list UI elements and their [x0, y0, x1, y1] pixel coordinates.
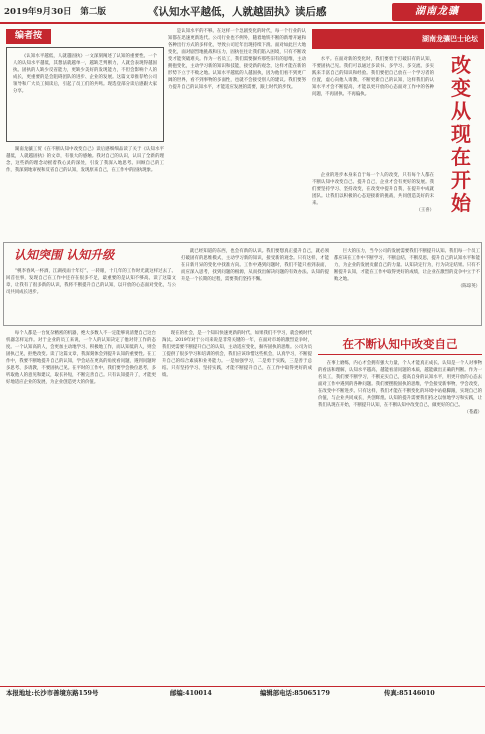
lower-column-1 — [6, 330, 156, 676]
author-signature: （陈琼英） — [458, 284, 480, 290]
middle-section-title: 认知突围 认知升级 — [14, 248, 115, 262]
header-headline: 《认知水平越低，人就越固执》读后感 — [148, 6, 327, 18]
lower-column-3 — [318, 360, 482, 676]
middle-column-2-text: 就已经知道的东西，也会有新的认识。我们要想真正提升自己，就必须打破固有的思维模式，主动学习新的知识，接受新的观念。只有这样，才能在日新月异的变化中找准方向。工作中遇到问题时，我们不能只看到表面，而应深入思考，找到问题的根源，从而找出解决问题的有效办法。认知的提升是一个长期的过程，需要我们坚持不懈。 — [181, 249, 329, 283]
editor-note-box — [6, 47, 164, 142]
brand-logo: 湖南龙骧 — [392, 3, 482, 21]
footer-address: 本报地址:长沙市善境东路159号 — [6, 689, 99, 697]
article-column-1 — [6, 146, 164, 240]
author-signature: （苍鑫） — [464, 410, 482, 416]
date-issue: 2019年9月30日 第二版 — [4, 7, 107, 17]
vertical-title-char: 始 — [451, 191, 471, 215]
vertical-title-char: 开 — [451, 168, 471, 192]
lower-section-title: 在不断认知中改变自己 — [318, 333, 482, 355]
lower-column-2 — [162, 330, 312, 676]
article-column-1-text: 湖南龙骧工贸《在不断认知中改变自己》读后感细细品读了关于《认知水平越低，人就越固执》的文章，有很大的感触。我对自己的认识，认识了全新的理念，这些新的理念动摇着我心灵的深处，引发了我深入地思考。回顾自己的工作，我深刻地审视和反省自己的认知，发现原来自己，在工作中的固执现象。 — [6, 147, 164, 174]
vertical-title-char: 在 — [451, 145, 471, 169]
footer-fax: 传真:85146010 — [384, 689, 435, 697]
editor-note-tag: 编者按 — [6, 29, 51, 44]
editor-note-text: 《认知水平越低，人就越固执》一文深刻阐述了认知的重要性。一个人的认知水平越低，其想法就越单一，越缺乏判断力，人就会表现得越固执。固执的人缺少反省能力，更缺少美好的发现能力，不但会影响个人的成长，更重要的是会阻碍团队的进步、企业的发展。这篇文章推荐给公司领导和广大员工阅读后，引起了员工们的共鸣。现选登部分读后感跟大家分享。 — [13, 54, 157, 95]
article-column-3-text: 水平。在面对新的变化时，我们要勇于打破旧有的认知，不要固执己见。我们可以通过多读书、多学习、多交流、多实践来丰富自己的知识和经验。我们要把自己放在一个学习者的位置，虚心向他人请教，不断更新自己的认知，这样我们的认知水平才会不断提高，才能以更开放的心态面对工作中的各种问题，不再固执、不再偏执。 — [312, 57, 434, 98]
middle-column-3 — [334, 248, 480, 322]
article-column-2 — [168, 28, 306, 240]
lower-column-3-text: 在事上磨练，内心才会拥有强大力量，个人才能真正成长。认知是一个人对事物的看法和理解，认知水平越高，越能看清问题的本质，越能做出正确的判断。作为一名员工，我们要不断学习，不断充实自己，提高自身的认知水平，用更开放的心态去面对工作中遇到的各种问题。我们要摆脱固执的思维，学会接受新事物，学会改变，在改变中不断进步。只有这样，我们才能在不断变化的环境中站稳脚跟，实现自己的价值，与企业共同成长，共创辉煌。认知的提升需要我们持之以恒地学习和实践，让我们从现在开始，不断提升认知，在不断认知中改变自己，做更好的自己。 — [318, 361, 482, 409]
vertical-title-char: 现 — [451, 122, 471, 146]
vertical-title — [441, 54, 481, 240]
middle-column-2 — [181, 248, 329, 322]
author-signature: （王喜） — [416, 208, 434, 214]
middle-column-1-text: “桃李春风一杯酒，江湖夜雨十年灯”。一转眼，十几年的工作时光就这样过去了。回首往事，发现自己在工作中还存在很多不足，最重要的是认知不够高。读了这篇文章，让我有了很多新的认识，我将不断提升自己的认知，以开放的心态面对变化，与公司共同成长进步。 — [6, 269, 176, 296]
lower-column-2-text: 现在的社会，是一个知识快速更新的时代，如果我们不学习，就会被时代淘汰。2019年对于公司来说是非常关键的一年，在面对市场的激烈竞争时，我们更需要不断提升自己的认知，主动适应变化，摒弃固执的思维。公司为员工提供了很多学习和培训的机会，我们应该珍惜这些机会，认真学习，不断提升自己的综合素质和业务能力。一是加强学习，二是勇于实践，三是善于总结。只有坚持学习、坚持实践，才能不断提升自己，在工作中取得更好的成绩。 — [162, 331, 312, 379]
middle-column-3-text: 巨大的压力，当今公司的发展需要我们不断提升认知。我们每一个员工都应该在工作中不断学习，不断总结，不断反思，提升自己的认知水平和能力，为企业的发展贡献自己的力量。认知决定行为，行为决定结果。只有不断提升认知，才能在工作中取得更好的成绩，让企业在激烈的竞争中立于不败之地。 — [334, 249, 480, 283]
footer-postcode: 邮编:410014 — [170, 689, 212, 697]
middle-column-1 — [6, 268, 176, 322]
forum-banner: 湖南龙骧巴士论坛 — [312, 29, 484, 49]
vertical-title-char: 从 — [451, 99, 471, 123]
article-column-2-text: 是认知水平的不够。在这样一个急剧变化的时代，每一个行业的认知都在迅速更新迭代。公司行业也不例外，随着地铁不断的新增开通和各种出行方式的多样化，导致公司近年出现持续下滑。面对如此巨大地变化，面对剧烈地挑战和压力，固执往往让我们陷入困境，只有不断改变才能突破难关。作为一名员工，我们需要摒弃那些旧有的思维，主动拥抱变化，主动学习新的知识和技能，接受新的观念，这样才能在新的形势下立于不败之地。认知水平越低的人越固执，因为他们看不到更广阔的世界，看不到事物的多面性，也就不会接受别人的建议。我们要努力提升自己的认知水平，才能适应发展的需要，跟上时代的步伐。 — [168, 29, 306, 91]
lower-column-1-text: 每个人都是一台复杂精密的机器，绝大多数人不一定能够说清楚自己这台机器怎样运作。对于企业的员工来说，一个人的认知决定了他对待工作的态度。一个认知高的人，会更加主动地学习、积极地工作，而认知低的人，则会固执己见，拒绝改变。读了这篇文章，我深刻体会到提升认知的重要性。在工作中，我要不断地提升自己的认知，学会站在更高的角度看问题，遇到问题时多思考、多请教，不要固执己见。在平时的工作中，我们要学会换位思考，多听取他人的意见和建议，取长补短，不断完善自己。只有认知提升了，才能更好地适应企业的发展，为企业创造更大的价值。 — [6, 331, 156, 386]
article-column-3b-text: 企业的进步本身来自于每一个人的改变，只有每个人都在不断认知中改变自己、提升自己，企业才会有更好的发展。我们要坚持学习、坚持改变，在改变中提升自我，在提升中成就团队。让我们以积极的心态迎接新的挑战，共同创造美好的未来。 — [312, 173, 434, 207]
article-column-3b — [312, 172, 434, 240]
vertical-title-char: 改 — [451, 54, 471, 77]
vertical-title-char: 变 — [451, 76, 471, 100]
article-column-3 — [312, 56, 434, 170]
footer-edit-phone: 编辑部电话:85065179 — [260, 689, 330, 697]
